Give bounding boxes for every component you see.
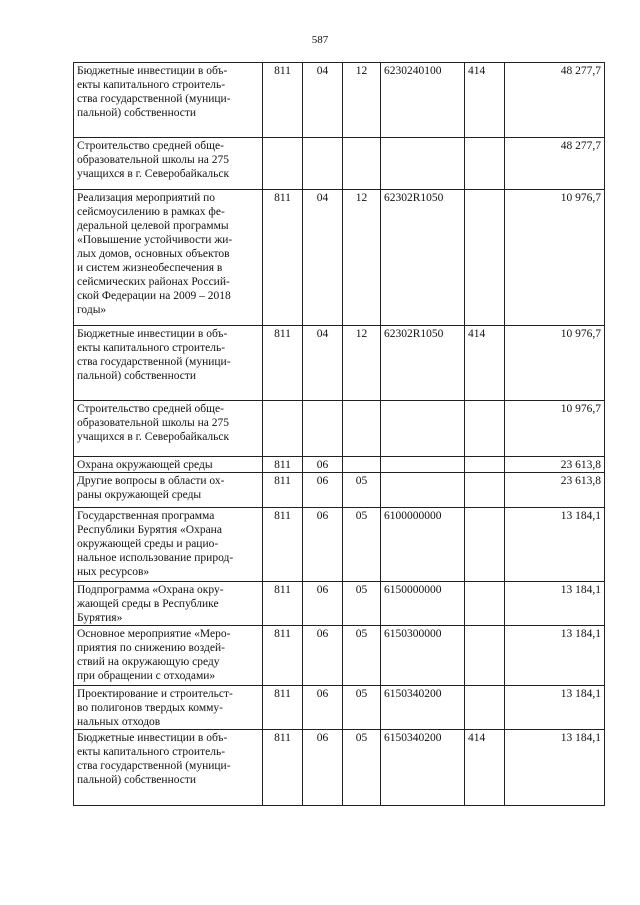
item-name-line: Другие вопросы в области ох- [77,475,225,487]
item-name-cell [74,626,263,686]
item-name-cell [74,730,263,806]
item-name-line: Строительство средней обще- [77,140,224,152]
item-name-cell [74,401,263,457]
ministry-code-cell: 811 [263,686,303,730]
ministry-code-cell: 811 [263,473,303,508]
table-row [74,730,605,806]
item-name-cell [74,508,263,582]
table-row [74,138,605,190]
ministry-code-cell: 811 [263,63,303,138]
item-name-line: Строительство средней обще- [77,403,224,415]
section-code-cell [303,401,343,457]
target-article-cell [381,473,465,508]
expense-type-cell: 414 [465,326,505,401]
item-name-cell [74,473,263,508]
expense-type-cell [465,686,505,730]
item-name-line: приятия по снижению воздей- [77,642,225,654]
item-name-line: «Повышение устойчивости жи- [77,234,233,246]
target-article-cell: 6100000000 [381,508,465,582]
amount-cell: 10 976,7 [505,326,605,401]
amount-cell: 13 184,1 [505,508,605,582]
ministry-code-cell: 811 [263,326,303,401]
table-row [74,190,605,326]
target-article-cell [381,457,465,473]
amount-cell: 23 613,8 [505,457,605,473]
expense-type-cell [465,138,505,190]
item-name-line: Охрана окружающей среды [77,459,213,471]
section-code-cell: 06 [303,730,343,806]
item-name-line: жающей среды в Республике [77,598,219,610]
section-code-cell: 06 [303,508,343,582]
expense-type-cell: 414 [465,63,505,138]
target-article-cell: 6150300000 [381,626,465,686]
table-row [74,508,605,582]
section-code-cell: 06 [303,582,343,626]
section-code-cell: 06 [303,473,343,508]
item-name-line: ства государственной (муници- [77,356,231,368]
item-name-line: ства государственной (муници- [77,760,231,772]
item-name-cell [74,326,263,401]
ministry-code-cell: 811 [263,730,303,806]
subsection-code-cell: 05 [343,730,381,806]
section-code-cell: 06 [303,457,343,473]
item-name-line: учащихся в г. Северобайкальск [77,431,230,443]
subsection-code-cell [343,138,381,190]
expense-type-cell [465,582,505,626]
item-name-line: образовательной школы на 275 [77,417,229,429]
budget-table [73,62,605,806]
page-number: 587 [311,34,329,46]
subsection-code-cell: 05 [343,626,381,686]
expense-type-cell [465,473,505,508]
item-name-line: учащихся в г. Северобайкальск [77,168,230,180]
target-article-cell [381,401,465,457]
item-name-line: окружающей среды и рацио- [77,538,219,550]
item-name-line: ствий на окружающую среду [77,656,220,668]
table-row [74,326,605,401]
target-article-cell: 6150340200 [381,730,465,806]
subsection-code-cell [343,457,381,473]
section-code-cell: 06 [303,626,343,686]
item-name-line: ства государственной (муници- [77,93,231,105]
item-name-cell [74,190,263,326]
item-name-line: пальной) собственности [77,370,197,382]
section-code-cell: 04 [303,63,343,138]
item-name-cell [74,63,263,138]
item-name-cell [74,138,263,190]
item-name-line: екты капитального строитель- [77,746,226,758]
amount-cell: 13 184,1 [505,686,605,730]
table-row [74,457,605,473]
item-name-line: и систем жизнеобеспечения в [77,262,223,274]
item-name-line: Подпрограмма «Охрана окру- [77,584,224,596]
ministry-code-cell [263,138,303,190]
amount-cell: 13 184,1 [505,730,605,806]
target-article-cell [381,138,465,190]
item-name-line: сейсмических районах Россий- [77,276,230,288]
expense-type-cell [465,190,505,326]
item-name-line: Проектирование и строительст- [77,688,233,700]
item-name-line: Бюджетные инвестиции в объ- [77,732,228,744]
ministry-code-cell: 811 [263,457,303,473]
section-code-cell: 04 [303,326,343,401]
section-code-cell: 06 [303,686,343,730]
item-name-line: при обращении с отходами» [77,670,216,682]
table-row [74,63,605,138]
subsection-code-cell: 05 [343,473,381,508]
item-name-line: Бюджетные инвестиции в объ- [77,328,228,340]
expense-type-cell [465,508,505,582]
subsection-code-cell: 12 [343,63,381,138]
item-name-line: Государственная программа [77,510,215,522]
target-article-cell: 6150340200 [381,686,465,730]
table-row [74,473,605,508]
target-article-cell: 62302R1050 [381,190,465,326]
item-name-line: нальных отходов [77,716,161,728]
item-name-line: Республики Бурятия «Охрана [77,524,222,536]
item-name-line: Бурятия» [77,612,123,624]
subsection-code-cell: 05 [343,686,381,730]
item-name-cell [74,457,263,473]
item-name-line: Бюджетные инвестиции в объ- [77,65,228,77]
ministry-code-cell [263,401,303,457]
section-code-cell [303,138,343,190]
amount-cell: 10 976,7 [505,190,605,326]
ministry-code-cell: 811 [263,508,303,582]
subsection-code-cell: 12 [343,326,381,401]
item-name-line: ных ресурсов» [77,566,150,578]
expense-type-cell: 414 [465,730,505,806]
table-row [74,626,605,686]
table-row [74,582,605,626]
amount-cell: 10 976,7 [505,401,605,457]
subsection-code-cell: 05 [343,582,381,626]
amount-cell: 23 613,8 [505,473,605,508]
target-article-cell: 6230240100 [381,63,465,138]
target-article-cell: 62302R1050 [381,326,465,401]
table-row [74,686,605,730]
item-name-line: пальной) собственности [77,774,197,786]
item-name-line: раны окружающей среды [77,489,202,501]
item-name-line: ской Федерации на 2009 – 2018 [77,290,231,302]
amount-cell: 48 277,7 [505,63,605,138]
item-name-line: пальной) собственности [77,107,197,119]
item-name-line: сейсмоусилению в рамках фе- [77,206,225,218]
ministry-code-cell: 811 [263,582,303,626]
amount-cell: 48 277,7 [505,138,605,190]
item-name-line: Основное мероприятие «Меро- [77,628,231,640]
item-name-cell [74,686,263,730]
item-name-line: нальное использование природ- [77,552,234,564]
subsection-code-cell: 05 [343,508,381,582]
amount-cell: 13 184,1 [505,626,605,686]
item-name-line: екты капитального строитель- [77,342,226,354]
item-name-line: образовательной школы на 275 [77,154,229,166]
section-code-cell: 04 [303,190,343,326]
expense-type-cell [465,401,505,457]
item-name-line: годы» [77,304,107,316]
amount-cell: 13 184,1 [505,582,605,626]
expense-type-cell [465,626,505,686]
subsection-code-cell: 12 [343,190,381,326]
ministry-code-cell: 811 [263,626,303,686]
target-article-cell: 6150000000 [381,582,465,626]
item-name-line: во полигонов твердых комму- [77,702,223,714]
item-name-line: лых домов, основных объектов [77,248,230,260]
table-row [74,401,605,457]
item-name-line: екты капитального строитель- [77,79,226,91]
subsection-code-cell [343,401,381,457]
item-name-line: Реализация мероприятий по [77,192,216,204]
item-name-line: деральной целевой программы [77,220,229,232]
item-name-cell [74,582,263,626]
expense-type-cell [465,457,505,473]
table-body [74,63,605,806]
ministry-code-cell: 811 [263,190,303,326]
